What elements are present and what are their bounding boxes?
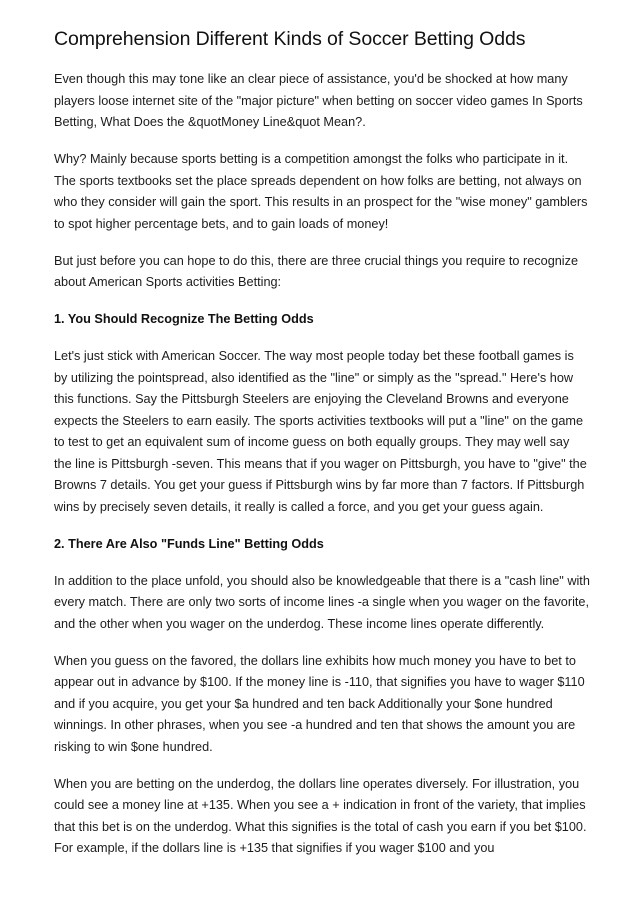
paragraph-intro: Even though this may tone like an clear piece of assistance, you'd be shocked at how many players loose internet site of the "major picture" when betting on soccer video games In Sports Betting, What Does the &quotMoney Line&quot Mean?. <box>54 72 583 129</box>
section-heading-betting-odds: 1. You Should Recognize The Betting Odds <box>54 312 314 326</box>
paragraph-pointspread: Let's just stick with American Soccer. The way most people today bet these football games is by utilizing the pointspread, also identified as the "line" or simply as the "spread." Here's how this functions. Say the Pittsburgh Steelers are enjoying the Cleveland Browns and everyone expects the Steelers to earn easily. The sports activities textbooks will put a "line" on the game to test to get an equivalent sum of income guess on both equally groups. They may well say the line is Pittsburgh -seven. This means that if you wager on Pittsburgh, you have to "give" the Browns 7 details. You get your guess if Pittsburgh wins by far more than 7 factors. If Pittsburgh wins by precisely seven details, it really is called a force, and you get your guess again. <box>54 349 587 514</box>
paragraph-why: Why? Mainly because sports betting is a competition amongst the folks who participate in it. The sports textbooks set the place spreads dependent on how folks are betting, not always on who they consider will gain the sport. This results in an prospect for the "wise money" gamblers to spot higher percentage bets, and to gain loads of money! <box>54 152 588 231</box>
paragraph-three-things: But just before you can hope to do this, there are three crucial things you require to recognize about American Sports activities Betting: <box>54 253 579 289</box>
document-title: Comprehension Different Kinds of Soccer Betting Odds <box>54 28 526 50</box>
paragraph-cash-line: In addition to the place unfold, you should also be knowledgeable that there is a "cash line" with every match. There are only two sorts of income lines -a single when you wager on the favorite, and the other when you wager on the underdog. These income lines operate differently. <box>54 573 590 631</box>
section-heading-money-line: 2. There Are Also "Funds Line" Betting Odds <box>54 536 324 551</box>
document-page <box>54 26 590 875</box>
paragraph-favored: When you guess on the favored, the dollars line exhibits how much money you have to bet to appear out in advance by $100. If the money line is -110, that signifies you have to wager $110 and if you acquire, you get your $a hundred and ten back Additionally your $one hundred winnings. In other phrases, when you see -a hundred and ten that shows the amount you are risking to win $one hundred. <box>54 653 585 754</box>
paragraph-underdog: When you are betting on the underdog, the dollars line operates diversely. For illustration, you could see a money line at +135. When you see a + indication in front of the variety, that implies that this bet is on the underdog. What this signifies is the total of cash you earn if you bet $100. For example, if the dollars line is +135 that signifies if you wager $100 and you <box>54 776 587 855</box>
